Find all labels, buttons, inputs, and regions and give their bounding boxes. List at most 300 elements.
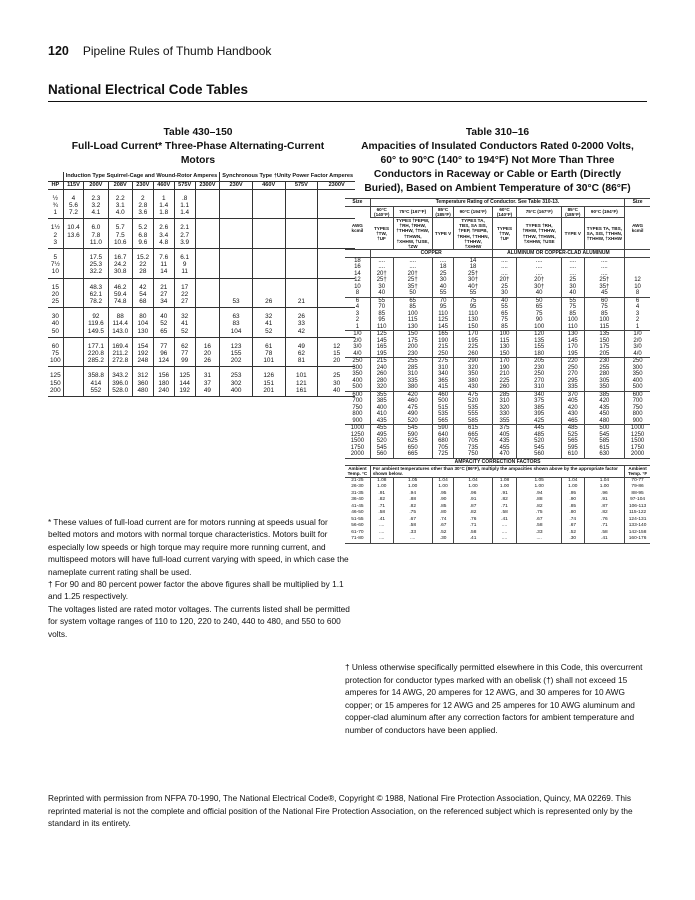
table-cell: .... [561, 264, 584, 271]
table-cell: 310 [432, 365, 454, 372]
table-cell: 420 [584, 398, 625, 405]
table-cell: .... [393, 536, 432, 543]
table-cell: 7.8 [84, 232, 108, 239]
table-cell: 4.0 [108, 209, 132, 219]
table-cell: 143.0 [108, 328, 132, 338]
table-cell: 2.1 [174, 219, 195, 232]
table-cell: 144 [174, 380, 195, 387]
table-cell: 155 [220, 350, 253, 357]
table-cell: 65 [393, 297, 432, 304]
table-cell: 1.4 [174, 209, 195, 219]
temperature-header: 60°C (140°F) [370, 206, 393, 217]
table-row [345, 384, 650, 391]
table-cell: 145 [561, 338, 584, 345]
table-cell: 83 [220, 320, 253, 327]
table-row [48, 387, 355, 397]
table-cell [63, 350, 84, 357]
table-cell [285, 202, 318, 209]
table-cell: 22 [132, 261, 153, 268]
table-cell [252, 291, 285, 298]
table-cell [195, 308, 220, 321]
correction-note: For ambient temperatures other than 30°C (86°F), multiply the ampacities shown above by the appropriate factor shown below. [370, 466, 624, 477]
table-cell: 55 [492, 304, 517, 311]
table-cell: 230 [517, 365, 562, 372]
table-cell: .41 [584, 536, 625, 543]
table-cell: .82 [393, 504, 432, 511]
table-cell: 400 [370, 405, 393, 412]
table-cell: 77 [153, 337, 174, 350]
table-cell: 525 [561, 432, 584, 439]
table-cell: .... [370, 264, 393, 271]
table-cell: 32 [252, 308, 285, 321]
table-cell: 40 [370, 290, 393, 297]
type-header: TYPES TA, TBS, SA SIS, †FEP, †FEPB, †RHH, †THHN, †THHW, †XHHW [454, 217, 492, 249]
table-row [345, 536, 650, 543]
table-cell: 65 [492, 311, 517, 318]
table2-body [345, 257, 650, 458]
table-row [48, 261, 355, 268]
table-cell: 170 [492, 358, 517, 365]
table-cell: .95 [561, 491, 584, 498]
table-cell: 154 [132, 337, 153, 350]
table-cell: 14 [354, 270, 361, 277]
table1-note: The voltages listed are rated motor voltages. The currents listed shall be permitted for system voltage ranges of 110 to 120, 220 to 240, 440 to 480, and 550 to 600 volts. [48, 603, 350, 639]
table-cell: .76 [584, 517, 625, 524]
table-cell: 11.0 [84, 239, 108, 249]
table-cell: .95 [432, 491, 454, 498]
table-cell: .88 [517, 497, 562, 504]
table-cell: 3.1 [108, 202, 132, 209]
table-cell: 485 [517, 432, 562, 439]
table-cell [252, 219, 285, 232]
table-cell: 1.1 [174, 202, 195, 209]
table-cell: 123 [220, 337, 253, 350]
table-cell: 52 [252, 328, 285, 338]
table-cell [220, 268, 253, 278]
table-cell: 77 [174, 350, 195, 357]
table-cell: .82 [454, 510, 492, 517]
reprint-credit: Reprinted with permission from NFPA 70-1990, The National Electrical Code®, Copyright © 1988, National Fire Protection Association, Quincy, MA 02269. This reprinted material is not the complete and official position of the National Fire Protection Association, on the referenced subject which is represented only by the standard in its entirety. [48, 793, 633, 829]
table-cell: 1.04 [432, 477, 454, 484]
table-cell: 190 [492, 365, 517, 372]
table-cell: 1.00 [584, 484, 625, 491]
table-row [48, 298, 355, 308]
column-header: 575V [285, 181, 318, 189]
table-cell [285, 219, 318, 232]
table-cell [63, 268, 84, 278]
table-cell: 2 [355, 317, 360, 324]
aluminum-label: ALUMINUM OR COPPER-CLAD ALUMINUM [492, 250, 624, 258]
table-cell: 95 [370, 317, 393, 324]
type-headers [345, 217, 650, 249]
table-cell: 1.04 [454, 477, 492, 484]
table-cell: 45 [584, 290, 625, 297]
table-cell: 156 [153, 367, 174, 380]
column-header: HP [48, 181, 63, 189]
table-cell: 63 [220, 308, 253, 321]
table-cell [195, 328, 220, 338]
table-cell: .76 [454, 517, 492, 524]
table-cell: 4 [355, 304, 360, 311]
table-cell: 42 [285, 328, 318, 338]
table-cell: 545 [393, 425, 432, 432]
table-cell: 99 [174, 357, 195, 367]
table-cell: .58 [517, 523, 562, 530]
table-cell: .33 [393, 530, 432, 537]
table-cell: 200 [393, 344, 432, 351]
table-cell: 610 [561, 451, 584, 458]
table-cell: 150 [584, 338, 625, 345]
table-cell: 190 [432, 338, 454, 345]
table-cell: 124 [153, 357, 174, 367]
table-cell: 12 [625, 277, 650, 284]
table-cell: 3.9 [174, 239, 195, 249]
table-cell: .82 [584, 510, 625, 517]
table-cell: 90 [517, 317, 562, 324]
table-cell: .58 [454, 530, 492, 537]
table-cell [252, 189, 285, 202]
table-cell: 62.1 [84, 291, 108, 298]
table1-title [48, 126, 348, 168]
table-cell: 53 [220, 298, 253, 308]
table-cell: .88 [393, 497, 432, 504]
table-cell: .71 [492, 504, 517, 511]
table-cell: 7.2 [63, 209, 84, 219]
table-cell: 335 [393, 378, 432, 385]
temp-rating-label: Temperature Rating of Conductor. See Table 310-13. [370, 199, 624, 207]
table-cell [252, 239, 285, 249]
table-cell: 10.6 [108, 239, 132, 249]
table-cell: .... [561, 257, 584, 264]
table-cell: 10 [354, 283, 361, 290]
table-cell: 435 [370, 418, 393, 425]
table-cell: 18 [454, 264, 492, 271]
table-row [48, 320, 355, 327]
table-cell [220, 209, 253, 219]
table-cell: 705 [432, 445, 454, 452]
table-cell: 15 [318, 350, 355, 357]
table-cell: 520 [370, 438, 393, 445]
table-cell: 130 [454, 317, 492, 324]
table-cell: 1750 [350, 444, 365, 451]
table-row [48, 232, 355, 239]
table-cell: 2/0 [625, 338, 650, 345]
table-cell: 41-45 [351, 503, 364, 509]
copper-label: COPPER [370, 250, 492, 258]
table-cell: 5.7 [108, 219, 132, 232]
table-cell: 125 [50, 372, 61, 380]
table-cell: 1 [48, 209, 63, 219]
size-label: Size [625, 199, 650, 207]
table-cell: 585 [584, 438, 625, 445]
table-cell: .... [370, 536, 393, 543]
awg-label: AWG kcmil [345, 206, 370, 250]
table-cell [63, 367, 84, 380]
table-cell: 1/0 [625, 331, 650, 338]
table-row [345, 477, 650, 484]
table-cell: 385 [370, 398, 393, 405]
table-cell: 1.05 [393, 477, 432, 484]
table-cell: 380 [454, 378, 492, 385]
ampacity-table [345, 198, 650, 544]
column-header: 208V [108, 181, 132, 189]
table-cell: ¾ [52, 201, 58, 209]
table-row [345, 324, 650, 331]
table-cell: .90 [432, 497, 454, 504]
table-cell [285, 248, 318, 261]
table-cell: .82 [492, 497, 517, 504]
temperature-header: 85°C (185°F) [432, 206, 454, 217]
table-cell: 28 [132, 268, 153, 278]
table-cell: 124-131 [625, 517, 650, 524]
table-cell: 2 [53, 231, 58, 239]
table-cell: 145 [432, 324, 454, 331]
table-cell: 25 [48, 298, 63, 308]
table-cell: .75 [517, 510, 562, 517]
table-cell: 100 [584, 317, 625, 324]
table-cell: 68 [132, 298, 153, 308]
table-cell: 16 [195, 337, 220, 350]
table-cell [195, 261, 220, 268]
table-cell: 5.6 [63, 202, 84, 209]
table-cell: 2 [625, 317, 650, 324]
table-cell: .41 [454, 536, 492, 543]
table-cell: 40 [318, 387, 355, 397]
table-cell: 21-25 [351, 477, 364, 483]
type-header: TYPE V [432, 217, 454, 249]
table-cell: 30† [517, 284, 562, 291]
motor-current-table [48, 172, 355, 397]
table-cell: ½ [52, 194, 58, 202]
table-cell: 375 [517, 398, 562, 405]
table-cell: 160-176 [625, 536, 650, 543]
table-cell: 485 [561, 425, 584, 432]
table-row [48, 268, 355, 278]
table-cell: 480 [132, 387, 153, 397]
table-row [48, 380, 355, 387]
table1-column-headers [48, 181, 355, 189]
table-cell: 240 [153, 387, 174, 397]
table-cell: 35† [393, 284, 432, 291]
table-cell: 26 [252, 298, 285, 308]
table-cell: 85 [584, 311, 625, 318]
table-cell: 8 [625, 290, 650, 297]
column-header: 230V [132, 181, 153, 189]
table-cell: 750 [454, 451, 492, 458]
table-cell: 6.8 [132, 232, 153, 239]
table-cell: 25† [584, 277, 625, 284]
table-cell: 255 [393, 358, 432, 365]
table-cell: 40 [561, 290, 584, 297]
table-cell: .96 [454, 491, 492, 498]
table-cell: 240 [370, 365, 393, 372]
table-cell: 300 [352, 364, 363, 371]
table-cell: 230 [584, 358, 625, 365]
table-cell: 358.8 [84, 367, 108, 380]
table-cell: 165 [370, 344, 393, 351]
table-row [345, 358, 650, 365]
table-cell: 535 [432, 411, 454, 418]
table-cell: 330 [492, 411, 517, 418]
type-header: TYPES †FEPW, †RH, †RHW, †THHW, †THW, †THWN, †XHHW, †USE, †ZW [393, 217, 432, 249]
section-title: National Electrical Code Tables [48, 82, 249, 97]
table-cell: 312 [132, 367, 153, 380]
table-cell: .30 [432, 536, 454, 543]
table-row [48, 337, 355, 350]
table-cell: .8 [174, 189, 195, 202]
table-cell: 435 [492, 438, 517, 445]
table-cell: 1 [625, 324, 650, 331]
table-cell: 1.00 [454, 484, 492, 491]
table-cell [220, 189, 253, 202]
table-cell: 4/0 [625, 351, 650, 358]
table-cell: 161 [285, 387, 318, 397]
table-cell: 70-77 [625, 477, 650, 484]
table-cell: 115 [584, 324, 625, 331]
size-label: Size [345, 199, 370, 207]
induction-group-header: Induction Type Squirrel-Cage and Wound-Rotor Amperes [63, 172, 220, 181]
table-cell: 40 [51, 320, 59, 328]
table-cell: 2/0 [353, 337, 362, 344]
table-cell: 380 [393, 384, 432, 391]
table-cell: 85 [492, 324, 517, 331]
table-cell [285, 261, 318, 268]
table-cell [252, 232, 285, 239]
table-cell: 13.6 [63, 232, 84, 239]
table-cell: .82 [517, 504, 562, 511]
table-cell: .71 [454, 523, 492, 530]
table-cell: 475 [393, 405, 432, 412]
table-cell: 114.4 [108, 320, 132, 327]
table-row [48, 350, 355, 357]
table-cell: 1½ [50, 224, 60, 232]
table-cell: 180 [517, 351, 562, 358]
table-cell: 2.6 [153, 219, 174, 232]
table-cell: 26-30 [351, 484, 364, 490]
table-cell: 17.5 [84, 248, 108, 261]
table-cell: 10 [48, 268, 63, 278]
table-cell [220, 202, 253, 209]
table-cell: 250 [561, 365, 584, 372]
table1-notes [48, 516, 350, 640]
table2-title-line: Table 310–16 [465, 127, 530, 138]
table-cell: 700 [625, 398, 650, 405]
table-cell: 1250 [625, 432, 650, 439]
table-cell: .74 [561, 517, 584, 524]
table-cell: 10 [625, 284, 650, 291]
table-cell: 275 [432, 358, 454, 365]
table-cell: 30 [318, 380, 355, 387]
table-row [48, 367, 355, 380]
column-header: 575V [174, 181, 195, 189]
table-cell: 250 [432, 351, 454, 358]
table-cell: 1.00 [432, 484, 454, 491]
table-cell: 79-86 [625, 484, 650, 491]
table-cell: 40 [517, 290, 562, 297]
table2-note: † Unless otherwise specifically permitted elsewhere in this Code, this overcurrent protection for conductor types marked with an obelisk (†) shall not exceed 15 amperes for 14 AWG, 20 amperes for 12 AWG, and 30 amperes for 10 AWG copper; or 15 amperes for 12 AWG and 25 amperes for 10 AWG aluminum and copper-clad aluminum after any correction factors for ambient temperature and number of conductors have been applied. [345, 662, 643, 735]
table-cell: 520 [454, 398, 492, 405]
column-header: 460V [252, 181, 285, 189]
table-cell [252, 202, 285, 209]
table-cell [195, 189, 220, 202]
table-cell: 1 [153, 189, 174, 202]
table-cell: 175 [393, 338, 432, 345]
table-cell [625, 257, 650, 264]
table-cell: 2.2 [108, 189, 132, 202]
table-cell: 49 [195, 387, 220, 397]
table-cell: 85 [370, 311, 393, 318]
table-cell: 302 [220, 380, 253, 387]
table-cell: .... [517, 536, 562, 543]
table-cell: 260 [492, 384, 517, 391]
table-cell: 125 [174, 367, 195, 380]
table-cell: .85 [432, 504, 454, 511]
table-cell: 71-80 [345, 536, 370, 543]
table-cell: 560 [370, 451, 393, 458]
table-cell: 220 [561, 358, 584, 365]
table-cell: 280 [370, 378, 393, 385]
table-cell: 1250 [350, 431, 365, 438]
table-cell: 20† [393, 271, 432, 278]
temperature-header: 60°C (140°F) [492, 206, 517, 217]
table-cell: 115-122 [625, 510, 650, 517]
table-cell: 40 [153, 308, 174, 321]
table-cell: 320 [454, 365, 492, 372]
table-cell: 600 [352, 391, 363, 398]
table-cell: 435 [584, 405, 625, 412]
table-cell: .... [584, 257, 625, 264]
table-cell: 50 [48, 328, 63, 338]
table-cell: 195 [370, 351, 393, 358]
table-cell [63, 357, 84, 367]
table-cell: 78 [252, 350, 285, 357]
table-cell: .71 [370, 504, 393, 511]
table-row [345, 331, 650, 338]
table-cell: 260 [454, 351, 492, 358]
table-cell: 30 [432, 277, 454, 284]
table-cell: 25 [492, 284, 517, 291]
table-cell: .71 [584, 523, 625, 530]
table-cell [63, 239, 84, 249]
table-cell: 12 [354, 277, 361, 284]
table-cell: 41 [174, 320, 195, 327]
table-cell: .91 [370, 491, 393, 498]
table-cell: 78.2 [84, 298, 108, 308]
table-cell: 385 [584, 391, 625, 398]
table-cell: 150 [50, 379, 61, 387]
table-cell: 210 [492, 371, 517, 378]
table-cell: 36-40 [351, 497, 364, 503]
correction-title: AMPACITY CORRECTION FACTORS [345, 458, 650, 466]
table-cell: 155 [517, 344, 562, 351]
table-cell: 585 [454, 418, 492, 425]
table-cell: .... [492, 257, 517, 264]
table-cell: .... [584, 264, 625, 271]
table-cell: 65 [153, 328, 174, 338]
table-cell: 100 [393, 311, 432, 318]
table-cell: 110 [432, 311, 454, 318]
table-cell: 470 [492, 451, 517, 458]
table-cell: 101 [285, 367, 318, 380]
table-cell: 590 [393, 432, 432, 439]
table-cell: 17 [174, 278, 195, 291]
table-cell: 16.7 [108, 248, 132, 261]
table-cell: .... [584, 271, 625, 278]
table-cell: 21 [285, 298, 318, 308]
table-cell: 640 [432, 432, 454, 439]
table-cell: .87 [584, 504, 625, 511]
table-cell: 200 [48, 387, 63, 397]
